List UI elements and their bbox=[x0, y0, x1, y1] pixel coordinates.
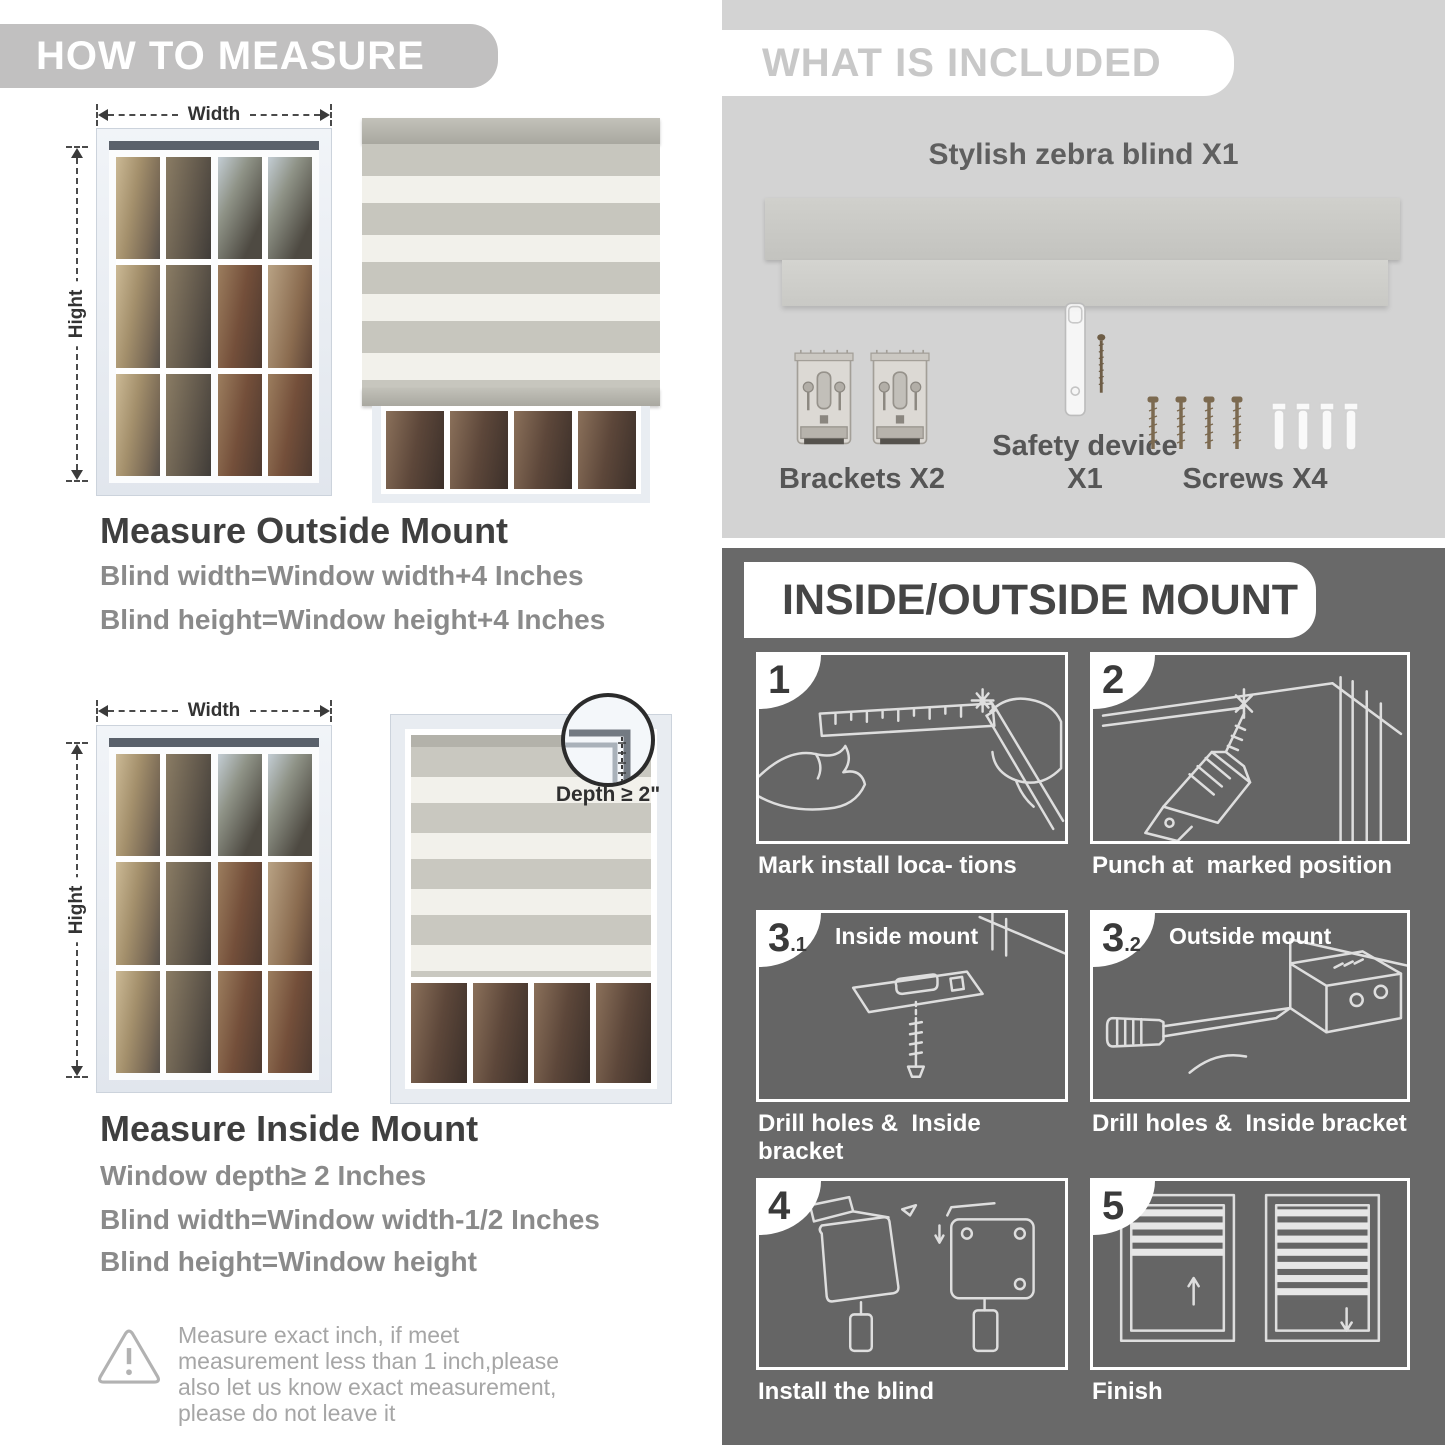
screws-label: Screws X4 bbox=[1182, 463, 1328, 495]
included-item-screws bbox=[1135, 336, 1375, 496]
window-pane bbox=[218, 265, 262, 367]
mount-steps-grid bbox=[756, 652, 1412, 1424]
step-2-caption: Punch at marked position bbox=[1092, 852, 1393, 879]
window-sash bbox=[116, 754, 211, 1073]
window-pane bbox=[268, 157, 312, 259]
safety-device-label: Safety device X1 bbox=[992, 430, 1178, 495]
window-pane bbox=[116, 374, 160, 476]
window-sash bbox=[116, 157, 211, 476]
blind-stripes bbox=[362, 144, 660, 388]
mount-header bbox=[744, 562, 1316, 638]
safety-device-icon bbox=[1046, 300, 1124, 422]
step-3-2-caption: Drill holes & Inside bracket bbox=[1092, 1110, 1407, 1137]
step-1 bbox=[756, 652, 1068, 898]
window-panes-below-blind bbox=[411, 977, 651, 1083]
window-pane bbox=[116, 157, 160, 259]
arrow-right-head bbox=[320, 705, 330, 717]
window-pane bbox=[218, 754, 262, 856]
inside-mount-rule-height: Blind height=Window height bbox=[100, 1246, 477, 1277]
window-pane bbox=[166, 862, 210, 964]
brackets-icon bbox=[791, 336, 933, 455]
window-pane bbox=[473, 983, 529, 1083]
arrow-dash bbox=[250, 114, 320, 116]
inside-mount-title: Measure Inside Mount bbox=[100, 1108, 479, 1149]
step-number: 1 bbox=[768, 658, 791, 702]
arrow-up-head bbox=[71, 148, 83, 158]
product-label: Stylish zebra blind X1 bbox=[928, 138, 1239, 171]
width-arrow-label: Width bbox=[187, 104, 241, 125]
arrow-dash bbox=[250, 710, 320, 712]
step-number: 4 bbox=[768, 1184, 791, 1228]
window-head-rail bbox=[109, 738, 319, 747]
screws-icon bbox=[1140, 336, 1370, 455]
window-photo-inside bbox=[96, 725, 332, 1093]
window-head-rail bbox=[109, 141, 319, 150]
height-arrow bbox=[66, 146, 88, 482]
step-number: 3 bbox=[1102, 916, 1125, 960]
arrow-endtick bbox=[66, 1076, 88, 1078]
step-2-panel bbox=[1090, 652, 1410, 844]
step-5-panel bbox=[1090, 1178, 1410, 1370]
step-subnumber: .1 bbox=[790, 934, 807, 956]
window-pane bbox=[116, 971, 160, 1073]
arrow-left-head bbox=[98, 109, 108, 121]
height-arrow bbox=[66, 742, 88, 1078]
step-3-1-panel bbox=[756, 910, 1068, 1102]
window-pane bbox=[218, 862, 262, 964]
window-pane bbox=[386, 411, 444, 489]
height-arrow-label: Hight bbox=[64, 282, 90, 347]
step-inner-label: Outside mount bbox=[1169, 923, 1332, 949]
how-to-measure-header-label: HOW TO MEASURE bbox=[36, 34, 425, 78]
step-5-caption: Finish bbox=[1092, 1378, 1163, 1405]
window-sashes bbox=[109, 150, 319, 483]
arrow-endtick bbox=[330, 104, 332, 126]
depth-callout: Depth ≥ 2" bbox=[555, 783, 661, 806]
window-pane bbox=[268, 374, 312, 476]
window-photo-outside bbox=[96, 128, 332, 496]
window-pane bbox=[116, 265, 160, 367]
window-pane bbox=[411, 983, 467, 1083]
window-pane bbox=[268, 754, 312, 856]
outside-mount-title: Measure Outside Mount bbox=[100, 510, 509, 551]
blind-headrail bbox=[362, 118, 660, 144]
arrow-endtick bbox=[66, 480, 88, 482]
window-pane bbox=[450, 411, 508, 489]
blind-bottom-rail bbox=[362, 388, 660, 406]
window-pane bbox=[166, 374, 210, 476]
inside-mount-rule-width: Blind width=Window width-1/2 Inches bbox=[100, 1204, 600, 1235]
window-pane bbox=[166, 265, 210, 367]
what-is-included-header bbox=[722, 30, 1234, 96]
how-to-measure-header bbox=[0, 24, 498, 88]
window-pane bbox=[218, 971, 262, 1073]
step-3-2 bbox=[1090, 910, 1410, 1166]
magnifier-icon bbox=[561, 693, 655, 787]
window-pane bbox=[218, 374, 262, 476]
what-is-included-section bbox=[722, 0, 1445, 538]
step-3-2-panel bbox=[1090, 910, 1410, 1102]
window-below-blind bbox=[372, 406, 650, 503]
step-3-1-caption: Drill holes & Inside bracket bbox=[758, 1110, 988, 1165]
window-pane bbox=[514, 411, 572, 489]
arrow-down-head bbox=[71, 470, 83, 480]
arrow-down-head bbox=[71, 1066, 83, 1076]
window-pane bbox=[166, 971, 210, 1073]
step-3-1 bbox=[756, 910, 1068, 1166]
height-arrow-label: Hight bbox=[64, 878, 90, 943]
mount-header-label: INSIDE/OUTSIDE MOUNT bbox=[782, 576, 1299, 624]
arrow-endtick bbox=[330, 700, 332, 722]
arrow-up-head bbox=[71, 744, 83, 754]
arrow-dash bbox=[108, 710, 178, 712]
what-is-included-header-label: WHAT IS INCLUDED bbox=[762, 41, 1162, 85]
step-number: 3 bbox=[768, 916, 791, 960]
window-pane bbox=[116, 754, 160, 856]
step-subnumber: .2 bbox=[1124, 934, 1141, 956]
window-pane bbox=[218, 157, 262, 259]
step-4-caption: Install the blind bbox=[758, 1378, 935, 1405]
window-pane bbox=[596, 983, 652, 1083]
width-arrow bbox=[96, 700, 332, 722]
outside-mount-rule-height: Blind height=Window height+4 Inches bbox=[100, 604, 606, 635]
window-pane bbox=[268, 971, 312, 1073]
step-1-caption: Mark install loca- tions bbox=[758, 852, 1017, 879]
width-arrow bbox=[96, 104, 332, 126]
outside-mount-blind-figure bbox=[362, 118, 660, 503]
window-pane bbox=[268, 862, 312, 964]
window-pane bbox=[166, 157, 210, 259]
step-number: 5 bbox=[1102, 1184, 1125, 1228]
arrow-left-head bbox=[98, 705, 108, 717]
brackets-label: Brackets X2 bbox=[778, 463, 946, 495]
step-4-panel bbox=[756, 1178, 1068, 1370]
outside-mount-rule-width: Blind width=Window width+4 Inches bbox=[100, 560, 584, 591]
warning-text: Measure exact inch, if meet measurement less than 1 inch,please also let us know exact measurement, please do not leave it bbox=[178, 1322, 559, 1426]
step-inner-label: Inside mount bbox=[835, 923, 979, 949]
window-sash bbox=[218, 754, 313, 1073]
arrow-dash bbox=[108, 114, 178, 116]
blind-headrail-product bbox=[765, 198, 1400, 260]
step-5 bbox=[1090, 1178, 1410, 1424]
window-corner-detail bbox=[565, 697, 651, 783]
window-pane bbox=[166, 754, 210, 856]
step-number: 2 bbox=[1102, 658, 1125, 702]
window-sashes bbox=[109, 747, 319, 1080]
window-pane bbox=[268, 265, 312, 367]
window-pane bbox=[578, 411, 636, 489]
window-pane bbox=[534, 983, 590, 1083]
inside-mount-blind-figure bbox=[390, 714, 672, 1104]
inside-mount-rule-depth: Window depth≥ 2 Inches bbox=[100, 1160, 427, 1191]
width-arrow-label: Width bbox=[187, 700, 241, 721]
arrow-right-head bbox=[320, 109, 330, 121]
step-2 bbox=[1090, 652, 1410, 898]
window-pane bbox=[116, 862, 160, 964]
mount-instructions-section bbox=[722, 548, 1445, 1445]
window-sash bbox=[218, 157, 313, 476]
included-item-brackets bbox=[752, 336, 972, 496]
step-1-panel bbox=[756, 652, 1068, 844]
warning-icon bbox=[95, 1326, 163, 1393]
step-4 bbox=[756, 1178, 1068, 1424]
